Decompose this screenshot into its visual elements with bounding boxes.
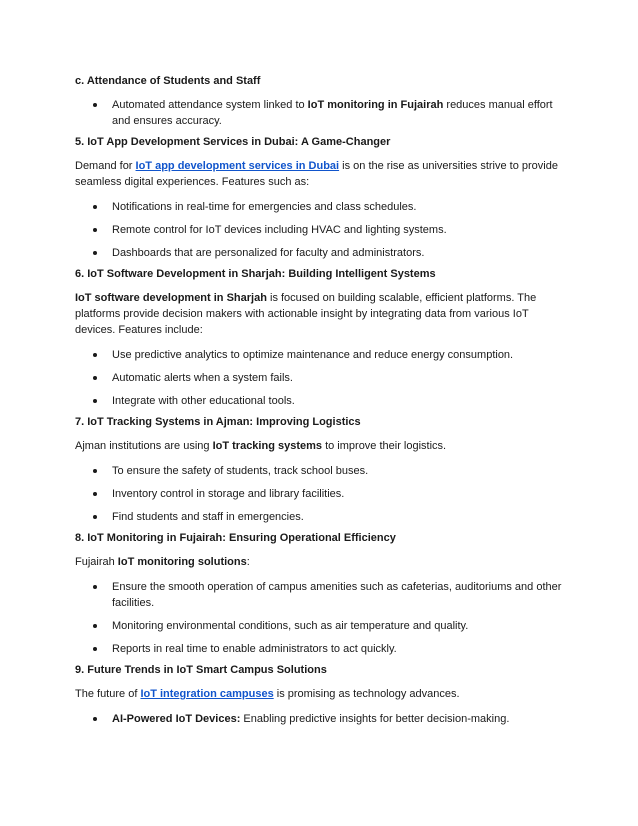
bullet-list xyxy=(75,463,565,525)
list-item: Use predictive analytics to optimize maintenance and reduce energy consumption. xyxy=(75,347,565,363)
bullet-icon xyxy=(93,647,97,651)
bullet-icon xyxy=(93,624,97,628)
bullet-icon xyxy=(93,399,97,403)
bullet-list xyxy=(75,711,565,727)
bullet-icon xyxy=(93,585,97,589)
bullet-icon xyxy=(93,492,97,496)
list-item: AI-Powered IoT Devices: Enabling predictive insights for better decision-making. xyxy=(75,711,565,727)
bullet-icon xyxy=(93,353,97,357)
section-heading-monitoring: 8. IoT Monitoring in Fujairah: Ensuring Operational Efficiency xyxy=(75,532,396,544)
list-item: Find students and staff in emergencies. xyxy=(75,509,565,525)
list-item: Dashboards that are personalized for faculty and administrators. xyxy=(75,245,565,261)
list-item: Automatic alerts when a system fails. xyxy=(75,370,565,386)
iot-app-development-link[interactable]: IoT app development services in Dubai xyxy=(135,160,340,172)
paragraph: The future of IoT integration campuses is promising as technology advances. xyxy=(75,688,460,700)
bullet-icon xyxy=(93,469,97,473)
bullet-icon xyxy=(93,717,97,721)
paragraph: Ajman institutions are using IoT tracking systems to improve their logistics. xyxy=(75,440,447,452)
paragraph: Fujairah IoT monitoring solutions: xyxy=(75,556,250,568)
section-heading-app-development: 5. IoT App Development Services in Dubai: A Game-Changer xyxy=(75,136,391,148)
list-item: Ensure the smooth operation of campus amenities such as cafeterias, auditoriums and other facilities. xyxy=(75,579,565,611)
document-body xyxy=(75,74,565,727)
paragraph: IoT software development in Sharjah is focused on building scalable, efficient platforms. The platforms provide decision makers with actionable insight by integrating data from various IoT devices. Features include: xyxy=(75,292,537,336)
bullet-icon xyxy=(93,515,97,519)
list-item: Monitoring environmental conditions, such as air temperature and quality. xyxy=(75,618,565,634)
section-heading-attendance: c. Attendance of Students and Staff xyxy=(75,75,261,87)
list-item: Notifications in real-time for emergencies and class schedules. xyxy=(75,199,565,215)
bullet-list xyxy=(75,347,565,409)
list-item: To ensure the safety of students, track school buses. xyxy=(75,463,565,479)
bullet-icon xyxy=(93,228,97,232)
list-item: Remote control for IoT devices including HVAC and lighting systems. xyxy=(75,222,565,238)
bullet-list xyxy=(75,199,565,261)
bullet-icon xyxy=(93,103,97,107)
list-item: Integrate with other educational tools. xyxy=(75,393,565,409)
bullet-icon xyxy=(93,205,97,209)
bullet-icon xyxy=(93,251,97,255)
section-heading-future-trends: 9. Future Trends in IoT Smart Campus Solutions xyxy=(75,664,327,676)
section-heading-software-development: 6. IoT Software Development in Sharjah: Building Intelligent Systems xyxy=(75,268,436,280)
list-item: Automated attendance system linked to IoT monitoring in Fujairah reduces manual effort and ensures accuracy. xyxy=(75,97,565,129)
bullet-icon xyxy=(93,376,97,380)
iot-integration-campuses-link[interactable]: IoT integration campuses xyxy=(140,688,274,700)
paragraph: Demand for IoT app development services in Dubai is on the rise as universities strive to provide seamless digital experiences. Features such as: xyxy=(75,160,558,188)
section-heading-tracking-systems: 7. IoT Tracking Systems in Ajman: Improving Logistics xyxy=(75,416,361,428)
bullet-list xyxy=(75,97,565,129)
list-item: Inventory control in storage and library facilities. xyxy=(75,486,565,502)
bullet-list xyxy=(75,579,565,657)
list-item: Reports in real time to enable administrators to act quickly. xyxy=(75,641,565,657)
